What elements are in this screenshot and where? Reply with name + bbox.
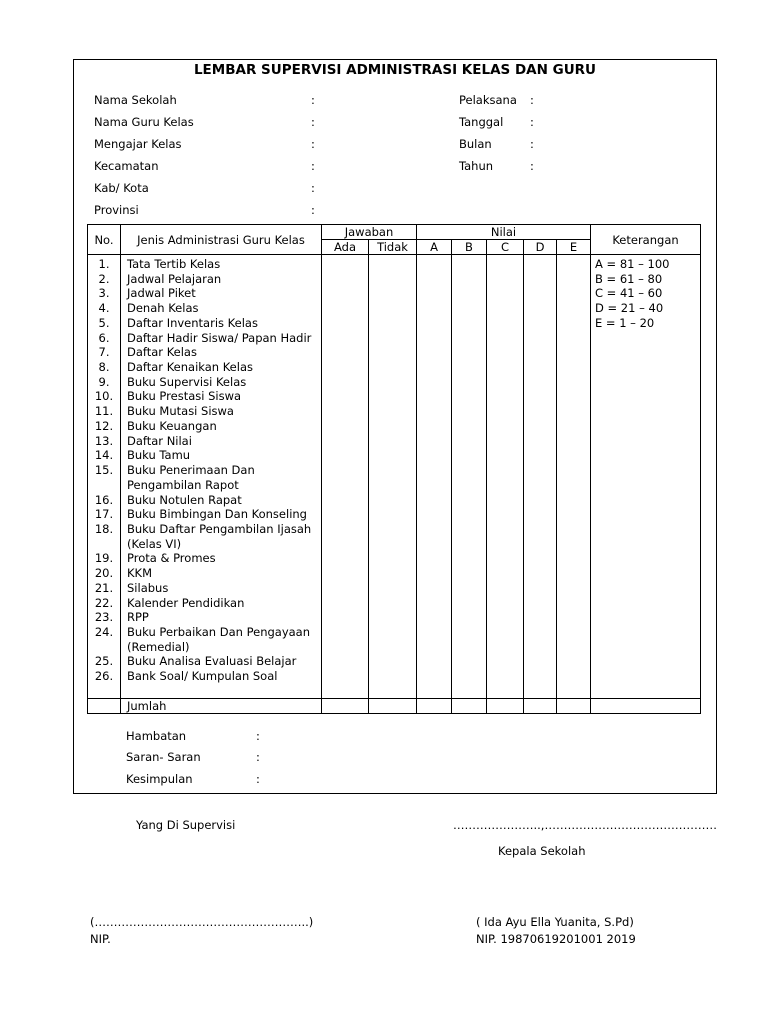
item-label: Daftar Kelas [127, 345, 197, 360]
number-column [88, 255, 121, 699]
colon-pelaksana: : [530, 93, 534, 107]
item-label: Daftar Kenaikan Kelas [127, 360, 253, 375]
colon-kab-kota: : [311, 181, 315, 195]
item-label: Buku Daftar Pengambilan Ijasah [127, 521, 312, 536]
item-number: 1. [98, 257, 110, 271]
item-number: 17. [94, 507, 114, 522]
jumlah-c-cell[interactable] [487, 699, 524, 714]
colon-kesimpulan: : [256, 772, 260, 786]
grade-range: B = 61 – 80 [595, 271, 663, 286]
table-header-row [88, 225, 701, 240]
item-number: 6. [98, 330, 110, 345]
colon-bulan: : [530, 137, 534, 151]
item-number: 14. [94, 448, 114, 463]
item-number: 24. [94, 624, 114, 639]
item-number: 8. [98, 360, 110, 375]
signature-left-name: (………………………………………………..) [90, 915, 314, 929]
item-label: KKM [127, 566, 153, 581]
item-label: (Remedial) [127, 639, 190, 654]
jumlah-keterangan-cell[interactable] [591, 699, 701, 714]
item-number [88, 478, 120, 493]
label-pelaksana: Pelaksana [459, 93, 517, 107]
item-number: 12. [94, 418, 114, 433]
label-saran: Saran- Saran [126, 750, 201, 764]
colon-saran: : [256, 750, 260, 764]
item-label: (Kelas VI) [127, 536, 182, 551]
header-jenis: Jenis Administrasi Guru Kelas [121, 225, 322, 255]
subheader-tidak: Tidak [369, 240, 417, 255]
grade-range: C = 41 – 60 [595, 286, 663, 301]
table-body-row [88, 255, 701, 699]
item-number: 23. [94, 610, 114, 625]
item-label: Silabus [127, 580, 169, 595]
jumlah-a-cell[interactable] [417, 699, 452, 714]
item-label: Kalender Pendidikan [127, 595, 245, 610]
grade-range: A = 81 – 100 [595, 257, 670, 271]
header-jawaban: Jawaban [322, 225, 417, 240]
item-label: Pengambilan Rapot [127, 477, 239, 492]
label-mengajar-kelas: Mengajar Kelas [94, 137, 182, 151]
item-label: Denah Kelas [127, 301, 199, 316]
colon-kecamatan: : [311, 159, 315, 173]
colon-nama-sekolah: : [311, 93, 315, 107]
jumlah-no-cell [88, 699, 121, 714]
label-nama-sekolah: Nama Sekolah [94, 93, 177, 107]
item-label: Buku Penerimaan Dan [127, 463, 255, 478]
item-label: Buku Tamu [127, 448, 191, 463]
colon-hambatan: : [256, 729, 260, 743]
colon-nama-guru-kelas: : [311, 115, 315, 129]
item-number: 13. [94, 433, 114, 448]
grade-range: D = 21 – 40 [595, 301, 664, 316]
cell-b[interactable] [452, 255, 487, 699]
cell-a[interactable] [417, 255, 452, 699]
item-label: Jadwal Piket [127, 286, 196, 301]
signature-right-name: ( Ida Ayu Ella Yuanita, S.Pd) [476, 915, 634, 929]
item-label: Tata Tertib Kelas [127, 257, 221, 271]
label-tahun: Tahun [459, 159, 494, 173]
item-label: Bank Soal/ Kumpulan Soal [127, 669, 278, 684]
subheader-d: D [524, 240, 557, 255]
subheader-b: B [452, 240, 487, 255]
item-label: RPP [127, 610, 149, 625]
label-bulan: Bulan [459, 137, 492, 151]
item-number: 10. [94, 389, 114, 404]
item-label: Buku Notulen Rapat [127, 492, 242, 507]
item-label: Buku Perbaikan Dan Pengayaan [127, 624, 311, 639]
signature-right-title: Kepala Sekolah [498, 844, 586, 858]
jumlah-tidak-cell[interactable] [369, 699, 417, 714]
item-number: 9. [98, 374, 110, 389]
item-number: 21. [94, 580, 114, 595]
header-keterangan: Keterangan [591, 225, 701, 255]
item-label: Buku Prestasi Siswa [127, 389, 242, 404]
label-nama-guru-kelas: Nama Guru Kelas [94, 115, 194, 129]
keterangan-column [591, 255, 701, 699]
subheader-c: C [487, 240, 524, 255]
subheader-e: E [557, 240, 591, 255]
subheader-a: A [417, 240, 452, 255]
item-label: Prota & Promes [127, 551, 216, 566]
label-provinsi: Provinsi [94, 203, 139, 217]
item-number: 16. [94, 492, 114, 507]
label-hambatan: Hambatan [126, 729, 187, 743]
item-number [88, 537, 120, 552]
item-number: 19. [94, 551, 114, 566]
item-number: 5. [98, 315, 110, 330]
signature-left-nip: NIP. [90, 932, 111, 946]
colon-tahun: : [530, 159, 534, 173]
header-no: No. [88, 225, 121, 255]
item-number: 4. [98, 301, 110, 316]
subheader-ada: Ada [322, 240, 369, 255]
item-label: Jadwal Pelajaran [127, 271, 222, 286]
jumlah-d-cell[interactable] [524, 699, 557, 714]
label-kesimpulan: Kesimpulan [126, 772, 193, 786]
item-number: 2. [98, 271, 110, 286]
jumlah-label: Jumlah [121, 699, 322, 714]
colon-mengajar-kelas: : [311, 137, 315, 151]
jumlah-row [88, 699, 701, 714]
cell-tidak[interactable] [369, 255, 417, 699]
item-label: Buku Bimbingan Dan Konseling [127, 507, 307, 522]
item-column [121, 255, 322, 699]
label-kecamatan: Kecamatan [94, 159, 159, 173]
colon-provinsi: : [311, 203, 315, 217]
item-label: Buku Analisa Evaluasi Belajar [127, 654, 297, 669]
administration-table [87, 224, 701, 714]
item-number: 7. [98, 345, 110, 360]
item-label: Buku Keuangan [127, 418, 217, 433]
jumlah-ada-cell[interactable] [322, 699, 369, 714]
signature-place-date: …………………..,……………………………………… [453, 818, 717, 832]
cell-d[interactable] [524, 255, 557, 699]
item-label: Daftar Inventaris Kelas [127, 315, 258, 330]
item-number: 11. [94, 404, 114, 419]
item-number: 22. [94, 595, 114, 610]
signature-left-title: Yang Di Supervisi [136, 818, 236, 832]
item-label: Daftar Hadir Siswa/ Papan Hadir [127, 330, 312, 345]
item-number: 20. [94, 566, 114, 581]
signature-right-nip: NIP. 19870619201001 2019 [476, 932, 636, 946]
header-nilai: Nilai [417, 225, 591, 240]
item-number [88, 640, 120, 655]
cell-e[interactable] [557, 255, 591, 699]
cell-ada[interactable] [322, 255, 369, 699]
item-number: 26. [94, 669, 114, 684]
cell-c[interactable] [487, 255, 524, 699]
item-label: Daftar Nilai [127, 433, 192, 448]
form-title: LEMBAR SUPERVISI ADMINISTRASI KELAS DAN GURU [193, 62, 597, 78]
item-label: Buku Supervisi Kelas [127, 374, 247, 389]
item-label: Buku Mutasi Siswa [127, 404, 234, 419]
label-kab-kota: Kab/ Kota [94, 181, 149, 195]
item-number: 18. [94, 521, 114, 536]
label-tanggal: Tanggal [459, 115, 504, 129]
grade-range: E = 1 – 20 [595, 315, 655, 330]
colon-tanggal: : [530, 115, 534, 129]
item-number: 15. [94, 463, 114, 478]
item-number: 25. [94, 654, 114, 669]
item-number: 3. [98, 286, 110, 301]
jumlah-b-cell[interactable] [452, 699, 487, 714]
jumlah-e-cell[interactable] [557, 699, 591, 714]
